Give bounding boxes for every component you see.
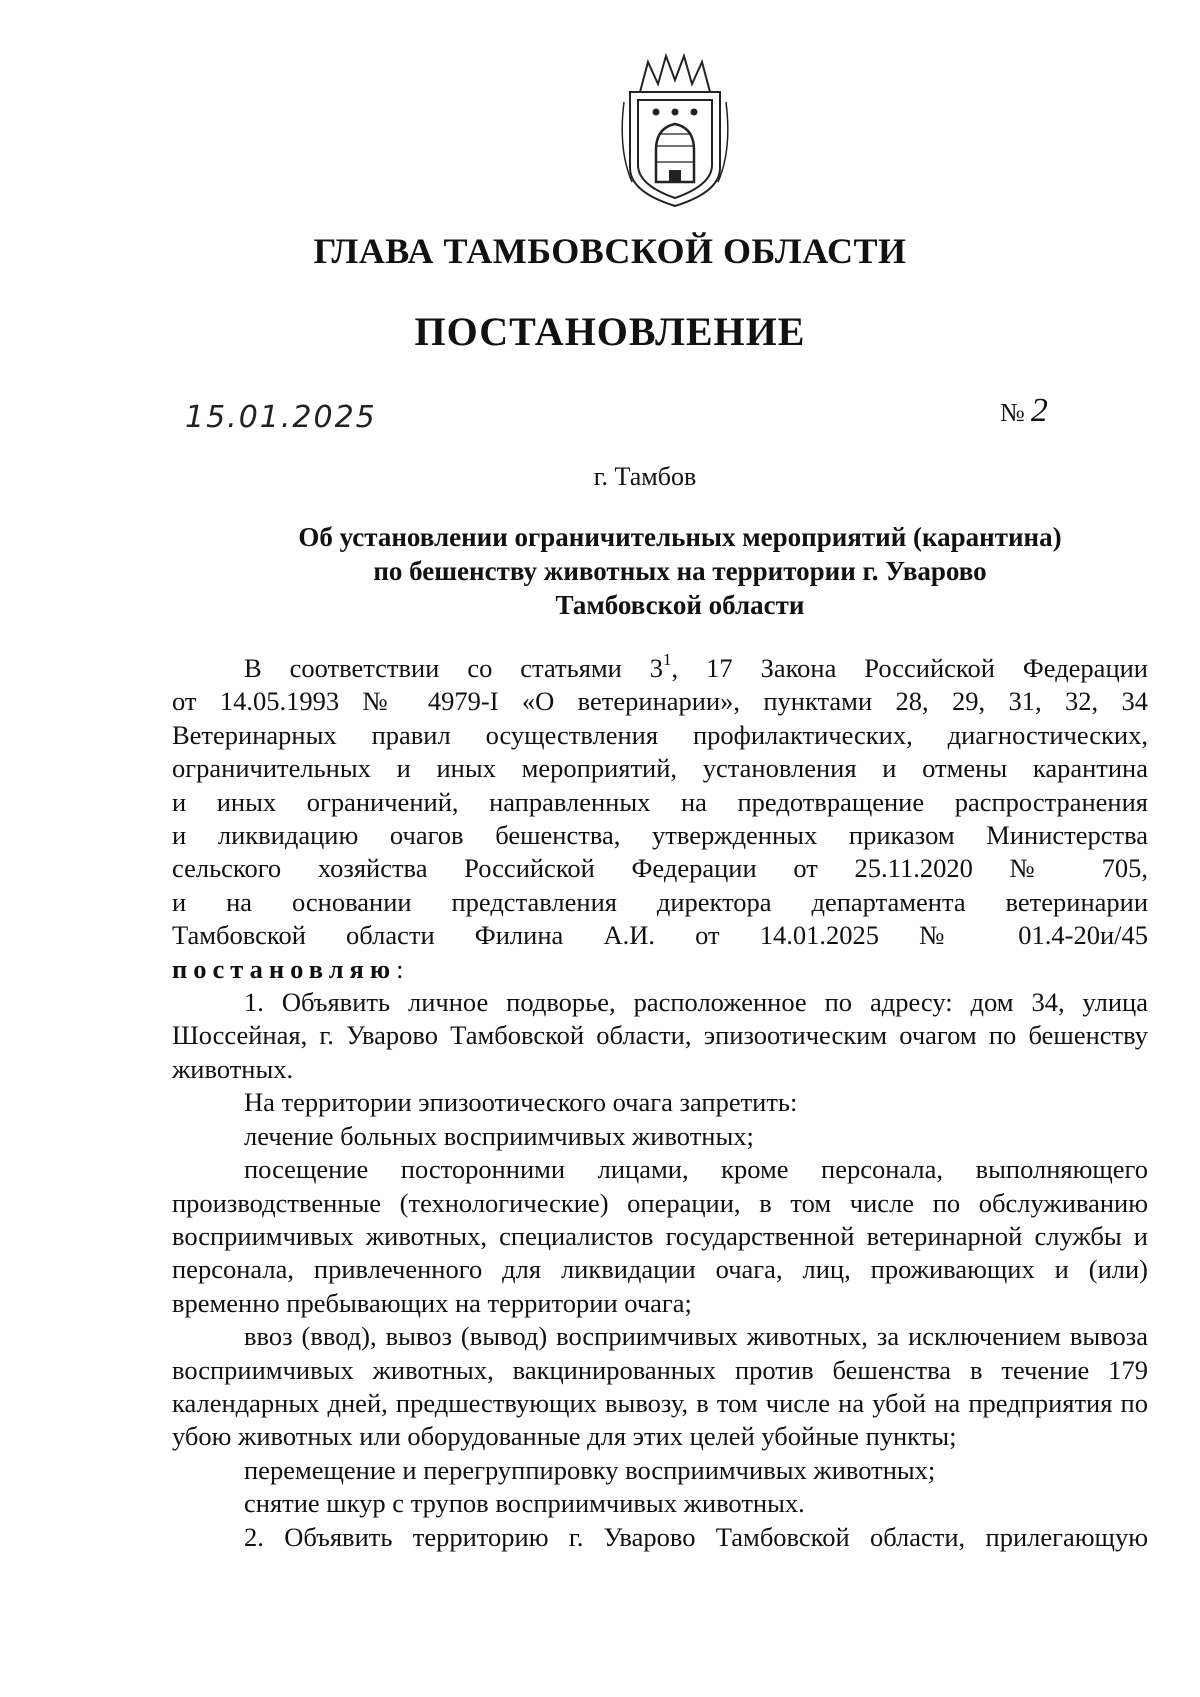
coat-of-arms-icon [620, 50, 730, 210]
preamble-line: сельского хозяйства Российской Федерации от 25.11.2020 № 705, [172, 853, 1148, 884]
prohibition-item: ввоз (ввод), вывоз (вывод) восприимчивых животных, за исключением вывоза восприимчивых животных, вакцинированных против бешенства в течение 179 календарных дней, предшествующих вывозу, в том числе на убой на предприятия по убою животных или оборудованные для этих целей убойные пункты; [172, 1321, 1148, 1452]
document-type: ПОСТАНОВЛЕНИЕ [414, 309, 806, 354]
document-city: г. Тамбов [593, 462, 697, 491]
preamble-line: от 14.05.1993 № 4979-I «О ветеринарии», пунктами 28, 29, 31, 32, 34 [172, 686, 1148, 717]
item-1-text: 1. Объявить личное подворье, расположенное по адресу: дом 34, улица Шоссейная, г. Уварово Тамбовской области, эпизоотическим очагом по бешенству животных. [172, 987, 1148, 1084]
title-line: по бешенству животных на территории г. Уварово [373, 556, 987, 586]
title-line: Об установлении ограничительных мероприятий (карантина) [298, 522, 1062, 552]
prohibition-item: посещение посторонними лицами, кроме персонала, выполняющего производственные (технологические) операции, в том числе по обслуживанию восприимчивых животных, специалистов государственной ветеринарной службы и персонала, привлеченного для ликвидации очага, лиц, проживающих и (или) временно пребывающих на территории очага; [172, 1154, 1148, 1318]
preamble-line: ограничительных и иных мероприятий, установления и отмены карантина [172, 753, 1148, 784]
item-2-text: 2. Объявить территорию г. Уварово Тамбовской области, прилегающую [244, 1521, 1148, 1552]
document-body [172, 652, 1148, 1554]
document-title [200, 520, 1160, 622]
prohibition-item: перемещение и перегруппировку восприимчивых животных; [244, 1454, 936, 1485]
document-date: 15.01.2025 [185, 400, 377, 435]
document-number [1000, 392, 1048, 430]
preamble-line: и ликвидацию очагов бешенства, утвержденных приказом Министерства [172, 820, 1148, 851]
preamble-line: и иных ограничений, направленных на предотвращение распространения [172, 786, 1148, 817]
preamble-line: В соответствии со статьями $3^1$, 17 Закона Российской Федерации [244, 650, 1148, 683]
prohibition-item: снятие шкур с трупов восприимчивых животных. [244, 1488, 805, 1519]
number-value: 2 [1030, 392, 1048, 429]
decree-word: постановляю: [172, 953, 404, 984]
prohibit-intro: На территории эпизоотического очага запретить: [244, 1087, 798, 1118]
preamble-line: Тамбовской области Филина А.И. от 14.01.2025 № 01.4-20и/45 [172, 920, 1148, 951]
number-label: № [1000, 398, 1025, 427]
preamble-line: и на основании представления директора департамента ветеринарии [172, 886, 1148, 917]
title-line: Тамбовской области [555, 590, 805, 620]
issuing-authority: ГЛАВА ТАМБОВСКОЙ ОБЛАСТИ [313, 231, 907, 271]
prohibition-item: лечение больных восприимчивых животных; [244, 1120, 754, 1151]
preamble-line: Ветеринарных правил осуществления профилактических, диагностических, [172, 719, 1148, 750]
